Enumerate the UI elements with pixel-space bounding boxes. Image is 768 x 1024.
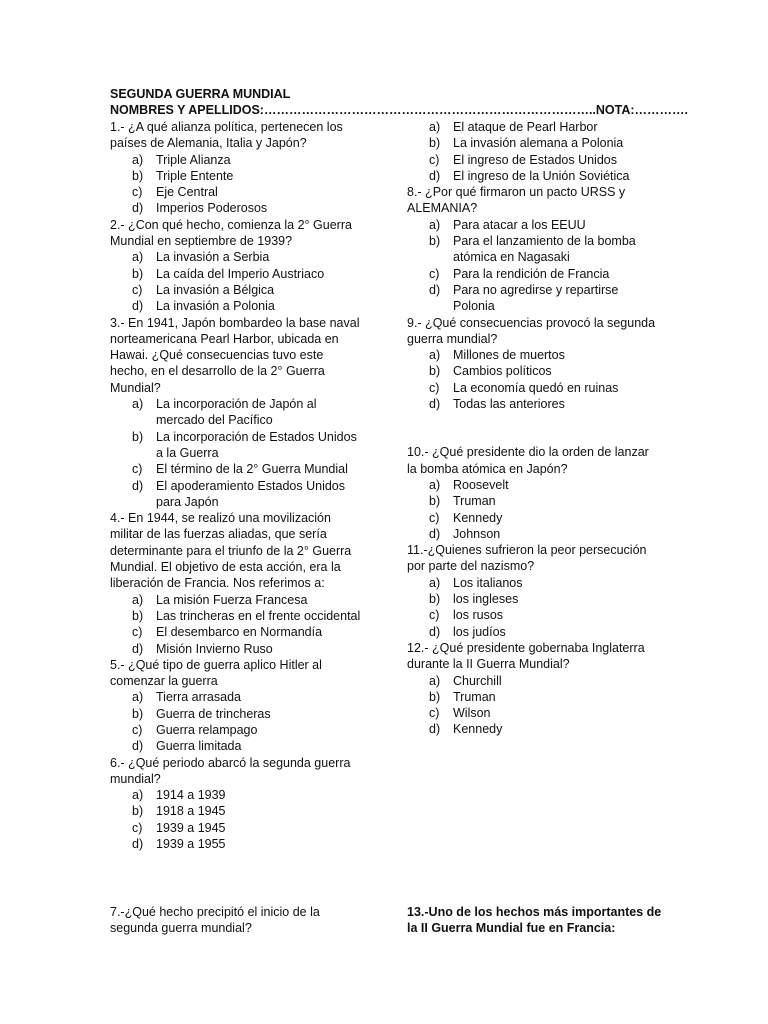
answer-option [110, 624, 362, 640]
answer-option [407, 721, 662, 737]
question-text: 8.- ¿Por qué firmaron un pacto URSS y ALEMANIA? [407, 185, 626, 216]
question-12 [407, 640, 662, 738]
worksheet-header [110, 86, 689, 119]
option-letter: b) [429, 136, 441, 151]
option-letter: b) [132, 266, 144, 281]
option-text: La caída del Imperio Austriaco [156, 266, 325, 281]
option-letter: c) [132, 820, 143, 835]
answer-option [407, 510, 662, 526]
option-text: La misión Fuerza Francesa [156, 592, 308, 607]
answer-option [407, 282, 662, 315]
name-grade-line: NOMBRES Y APELLIDOS:……………………………………………………………………..NOTA:…………. [110, 103, 689, 118]
question-5 [110, 657, 362, 755]
option-text: Misión Invierno Ruso [156, 641, 273, 656]
option-letter: a) [429, 575, 441, 590]
answer-option [110, 706, 362, 722]
option-letter: d) [132, 739, 144, 754]
option-letter: a) [132, 250, 144, 265]
answer-options [407, 575, 662, 640]
answer-options [110, 787, 362, 852]
option-letter: a) [429, 348, 441, 363]
question-text: 4.- En 1944, se realizó una movilización militar de las fuerzas aliadas, que sería determinante para el triunfo de la 2° Guerra Mundial. El objetivo de esta acción, era la liberación de Francia. Nos referimos a: [110, 511, 352, 591]
option-letter: b) [132, 429, 144, 444]
option-text: Para no agredirse y repartirse Polonia [453, 282, 619, 314]
question-text: 6.- ¿Qué periodo abarcó la segunda guerra mundial? [110, 755, 351, 786]
option-text: 1918 a 1945 [156, 804, 226, 819]
option-text: Guerra relampago [156, 722, 258, 737]
option-letter: a) [429, 477, 441, 492]
option-text: El término de la 2° Guerra Mundial [156, 462, 348, 477]
option-text: La invasión a Bélgica [156, 282, 275, 297]
answer-option [407, 575, 662, 591]
option-letter: a) [429, 673, 441, 688]
option-letter: c) [429, 608, 440, 623]
option-text: Roosevelt [453, 477, 509, 492]
option-text: Imperios Poderosos [156, 201, 268, 216]
question-text: 2.- ¿Con qué hecho, comienza la 2° Guerra Mundial en septiembre de 1939? [110, 217, 352, 249]
answer-options [407, 119, 662, 184]
option-text: La incorporación de Estados Unidos a la Guerra [156, 429, 357, 460]
option-letter: d) [429, 282, 441, 297]
question-text: 5.- ¿Qué tipo de guerra aplico Hitler al comenzar la guerra [110, 657, 322, 689]
option-letter: b) [429, 689, 441, 704]
answer-option [407, 152, 662, 168]
answer-options [110, 592, 362, 657]
answer-option [110, 787, 362, 803]
option-text: Truman [453, 494, 496, 509]
option-letter: b) [132, 706, 144, 721]
answer-options [407, 673, 662, 738]
answer-option [110, 592, 362, 608]
option-letter: b) [132, 804, 144, 819]
option-letter: a) [429, 217, 441, 232]
option-text: Cambios políticos [453, 364, 552, 379]
option-text: Kennedy [453, 510, 503, 525]
answer-option [110, 429, 362, 462]
answer-option [110, 478, 362, 511]
answer-option [110, 298, 362, 314]
option-text: La incorporación de Japón al mercado del Pacífico [156, 397, 317, 428]
option-text: La invasión a Serbia [156, 250, 270, 265]
answer-option [407, 493, 662, 509]
worksheet-title: SEGUNDA GUERRA MUNDIAL [110, 87, 291, 101]
answer-option [110, 249, 362, 265]
answer-option [110, 152, 362, 168]
option-text: El ataque de Pearl Harbor [453, 120, 598, 134]
answer-option [407, 266, 662, 282]
option-text: 1939 a 1945 [156, 820, 226, 835]
option-text: Tierra arrasada [156, 690, 241, 705]
option-text: Kennedy [453, 722, 503, 737]
question-text: 12.- ¿Qué presidente gobernaba Inglaterra durante la II Guerra Mundial? [407, 640, 645, 672]
answer-option [110, 689, 362, 705]
question-text: 3.- En 1941, Japón bombardeo la base naval norteamericana Pearl Harbor, ubicada en Hawai. ¿Qué consecuencias tuvo este hecho, en el desarrollo de la 2° Guerra Mundial? [110, 315, 360, 395]
answer-option [110, 184, 362, 200]
question-4 [110, 510, 362, 657]
question-10 [407, 444, 662, 542]
option-text: El ingreso de Estados Unidos [453, 152, 617, 167]
answer-option [110, 738, 362, 754]
option-text: Triple Entente [156, 168, 234, 183]
option-letter: d) [429, 168, 441, 183]
right-column [407, 119, 662, 738]
answer-option [407, 689, 662, 705]
option-text: La invasión alemana a Polonia [453, 136, 624, 151]
option-letter: c) [132, 282, 143, 297]
question-text: 1.- ¿A qué alianza política, pertenecen los países de Alemania, Italia y Japón? [110, 120, 343, 151]
option-text: Millones de muertos [453, 348, 565, 363]
answer-option [407, 119, 662, 135]
question-2 [110, 217, 362, 315]
option-text: Guerra limitada [156, 739, 242, 754]
option-text: Churchill [453, 673, 502, 688]
option-letter: a) [132, 592, 144, 607]
answer-option [110, 608, 362, 624]
answer-options [110, 152, 362, 217]
option-letter: d) [429, 624, 441, 639]
answer-option [407, 673, 662, 689]
answer-options [407, 477, 662, 542]
option-letter: b) [132, 608, 144, 623]
option-letter: a) [132, 690, 144, 705]
option-letter: d) [429, 397, 441, 412]
answer-option [407, 363, 662, 379]
option-text: El desembarco en Normandía [156, 625, 323, 640]
option-letter: c) [429, 266, 440, 281]
answer-options [407, 347, 662, 412]
option-letter: a) [132, 788, 144, 803]
option-letter: d) [429, 722, 441, 737]
option-letter: b) [132, 168, 144, 183]
answer-option [110, 282, 362, 298]
question-7-options [407, 119, 662, 184]
question-1 [110, 119, 362, 217]
answer-option [110, 266, 362, 282]
option-letter: d) [132, 641, 144, 656]
question-8 [407, 184, 662, 314]
answer-option [407, 396, 662, 412]
option-text: 1914 a 1939 [156, 788, 226, 803]
question-text: 10.- ¿Qué presidente dio la orden de lanzar la bomba atómica en Japón? [407, 445, 649, 476]
option-letter: b) [429, 364, 441, 379]
question-6 [110, 755, 362, 853]
option-text: La invasión a Polonia [156, 299, 275, 314]
question-7: 7.-¿Qué hecho precipitó el inicio de la segunda guerra mundial? [110, 905, 320, 936]
answer-option [110, 641, 362, 657]
option-text: Todas las anteriores [453, 397, 565, 412]
answer-option [407, 591, 662, 607]
answer-option [407, 168, 662, 184]
answer-option [407, 380, 662, 396]
question-text: 9.- ¿Qué consecuencias provocó la segunda guerra mundial? [407, 315, 656, 346]
option-letter: b) [429, 234, 441, 249]
option-letter: c) [429, 510, 440, 525]
spacer [407, 412, 662, 444]
option-text: Johnson [453, 526, 501, 541]
answer-options [407, 217, 662, 315]
option-letter: a) [132, 152, 144, 167]
option-text: El apoderamiento Estados Unidos para Japón [156, 478, 346, 509]
option-text: Guerra de trincheras [156, 706, 271, 721]
answer-option [407, 477, 662, 493]
option-text: Para la rendición de Francia [453, 266, 610, 281]
answer-option [110, 803, 362, 819]
answer-option [407, 624, 662, 640]
answer-option [407, 607, 662, 623]
option-letter: c) [132, 722, 143, 737]
option-letter: a) [429, 120, 441, 134]
question-9 [407, 315, 662, 413]
option-letter: a) [132, 397, 144, 412]
question-3 [110, 315, 362, 511]
option-text: Para el lanzamiento de la bomba atómica en Nagasaki [453, 234, 636, 265]
answer-option [110, 722, 362, 738]
option-letter: c) [429, 706, 440, 721]
option-text: los rusos [453, 608, 504, 623]
option-letter: d) [132, 837, 144, 852]
question-13: 13.-Uno de los hechos más importantes de la II Guerra Mundial fue en Francia: [407, 905, 662, 936]
option-text: Para atacar a los EEUU [453, 217, 586, 232]
option-text: Las trincheras en el frente occidental [156, 608, 361, 623]
option-text: 1939 a 1955 [156, 837, 226, 852]
option-letter: d) [429, 526, 441, 541]
answer-options [110, 249, 362, 314]
answer-option [110, 836, 362, 852]
option-letter: c) [132, 185, 143, 200]
question-text: 11.-¿Quienes sufrieron la peor persecución por parte del nazismo? [407, 543, 647, 574]
left-column [110, 119, 362, 852]
answer-option [407, 233, 662, 266]
answer-options [110, 689, 362, 754]
option-letter: c) [429, 152, 440, 167]
option-text: los judíos [453, 624, 506, 639]
option-text: Truman [453, 689, 496, 704]
option-text: Wilson [453, 706, 491, 721]
question-11 [407, 542, 662, 640]
answer-option [110, 461, 362, 477]
option-letter: c) [429, 380, 440, 395]
answer-option [407, 705, 662, 721]
option-text: Los italianos [453, 575, 523, 590]
option-text: Eje Central [156, 185, 218, 200]
answer-option [110, 396, 362, 429]
answer-option [110, 820, 362, 836]
option-letter: d) [132, 201, 144, 216]
option-text: los ingleses [453, 592, 519, 607]
option-letter: c) [132, 462, 143, 477]
answer-option [407, 135, 662, 151]
option-letter: c) [132, 625, 143, 640]
answer-option [407, 347, 662, 363]
option-letter: d) [132, 299, 144, 314]
answer-option [407, 217, 662, 233]
option-text: El ingreso de la Unión Soviética [453, 168, 630, 183]
option-letter: b) [429, 494, 441, 509]
answer-options [110, 396, 362, 510]
option-letter: d) [132, 478, 144, 493]
option-text: Triple Alianza [156, 152, 231, 167]
answer-option [110, 168, 362, 184]
answer-option [407, 526, 662, 542]
answer-option [110, 200, 362, 216]
option-letter: b) [429, 592, 441, 607]
option-text: La economía quedó en ruinas [453, 380, 619, 395]
